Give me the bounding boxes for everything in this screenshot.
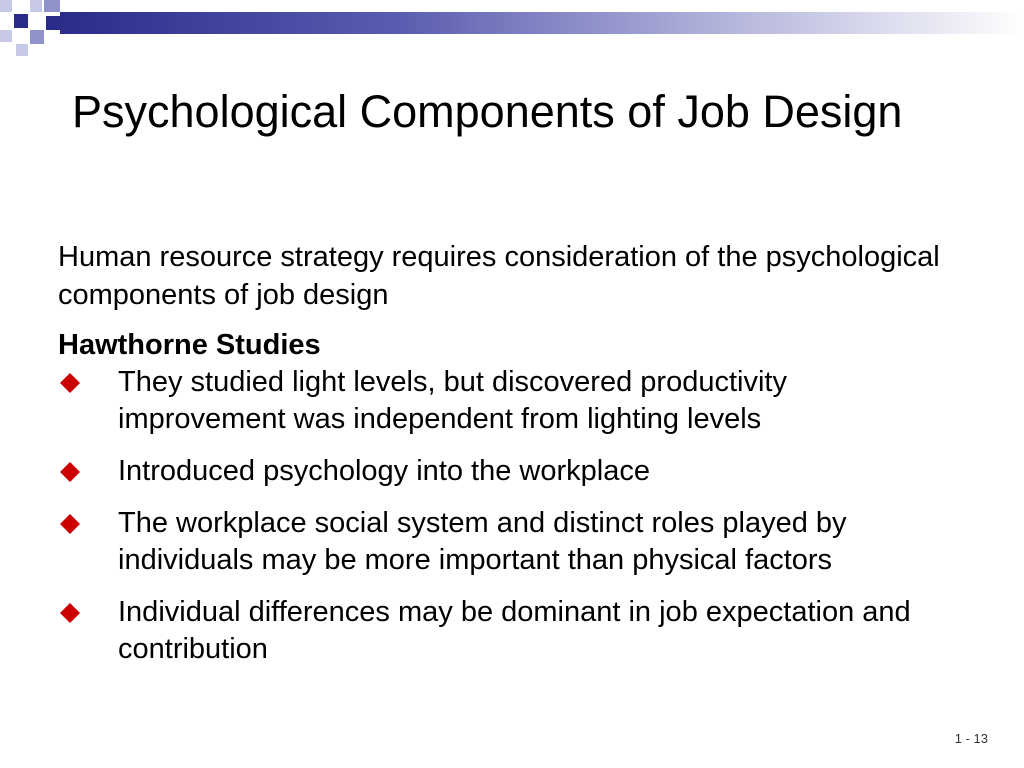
decor-square-lavender bbox=[30, 0, 42, 12]
header-gradient-band bbox=[60, 12, 1024, 34]
bullet-item bbox=[58, 364, 958, 438]
decor-square-mid bbox=[30, 30, 44, 44]
decor-square-navy bbox=[14, 14, 28, 28]
intro-text: Human resource strategy requires consideration of the psychological components of job design bbox=[58, 241, 940, 311]
bullet-text: Introduced psychology into the workplace bbox=[118, 455, 650, 487]
diamond-bullet-icon bbox=[60, 603, 80, 623]
diamond-bullet-icon bbox=[60, 514, 80, 534]
diamond-bullet-icon bbox=[60, 373, 80, 393]
bullet-text: Individual differences may be dominant in job expectation and contribution bbox=[118, 596, 911, 665]
bullet-item bbox=[58, 453, 958, 490]
decor-square-lavender bbox=[0, 30, 12, 42]
bullet-text: The workplace social system and distinct roles played by individuals may be more important than physical factors bbox=[118, 507, 847, 576]
bullet-item bbox=[58, 505, 958, 579]
section-heading: Hawthorne Studies bbox=[58, 329, 321, 361]
diamond-bullet-icon bbox=[60, 462, 80, 482]
bullet-list bbox=[58, 364, 958, 683]
decor-square-lavender bbox=[0, 0, 12, 12]
page-number: 1 - 13 bbox=[954, 731, 988, 746]
decor-square-lavender bbox=[16, 44, 28, 56]
bullet-text: They studied light levels, but discovered productivity improvement was independent from lighting levels bbox=[118, 366, 787, 435]
decor-square-mid bbox=[44, 0, 60, 12]
slide-title: Psychological Components of Job Design bbox=[72, 86, 903, 137]
decor-square-navy bbox=[46, 16, 60, 30]
bullet-item bbox=[58, 594, 958, 668]
